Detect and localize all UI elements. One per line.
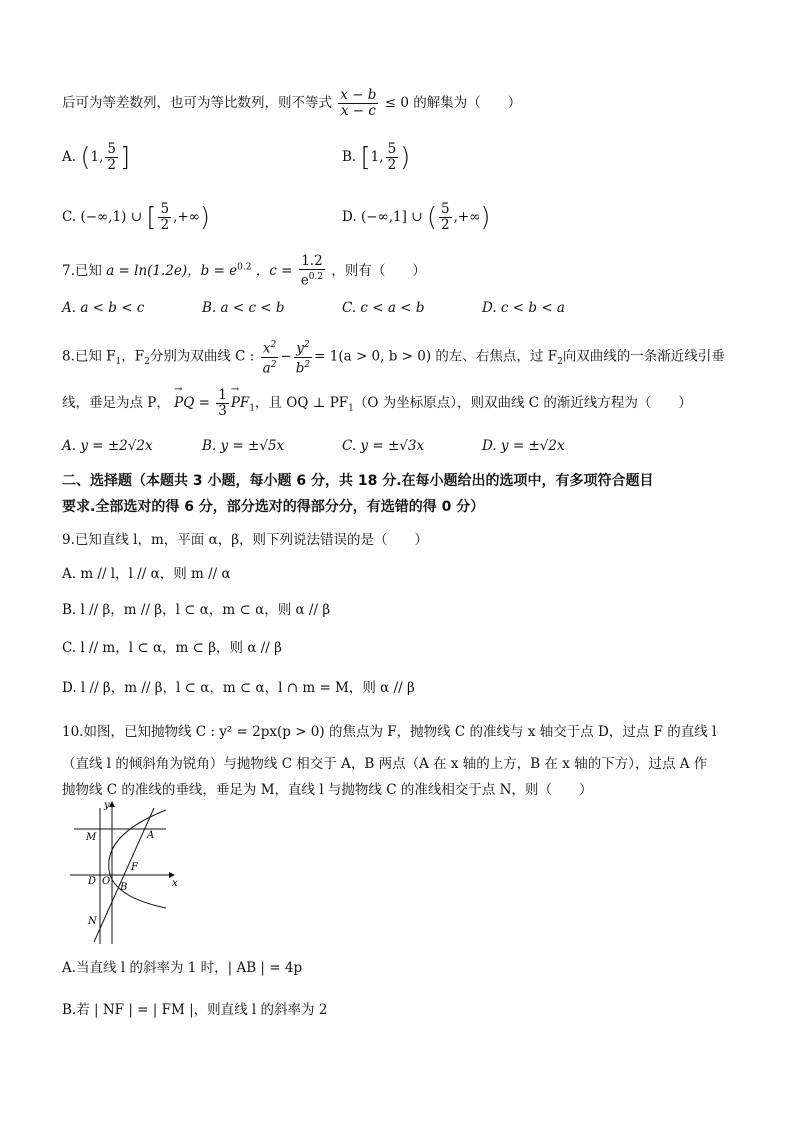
q8-text: ，F <box>121 348 145 365</box>
q6-frac-den: x − c <box>340 103 376 119</box>
q8-text: = <box>198 395 210 411</box>
option-value: 1, <box>370 149 384 165</box>
q8-text: 向双曲线的一条渐近线引垂 <box>562 348 725 365</box>
q9-stem: 9.已知直线 l，m，平面 α，β，则下列说法错误的是（ ） <box>62 532 429 548</box>
option-fraction <box>158 202 171 233</box>
section-heading-1: 二、选择题（本题共 3 小题，每小题 6 分，共 18 分.在每小题给出的选项中，有多项符合题目 <box>62 473 654 489</box>
bracket-open: [ <box>360 142 371 173</box>
parabola-curve <box>109 810 166 908</box>
paren-close: ) <box>480 202 491 233</box>
label-d: D <box>88 876 97 887</box>
q6-frac-num: x − b <box>340 87 377 103</box>
frac-num: 5 <box>440 201 450 217</box>
frac-den <box>299 270 325 289</box>
frac-num: 5 <box>160 201 170 217</box>
q7-c-fraction <box>299 254 325 289</box>
q8-text: （O 为坐标原点），则双曲线 C 的渐近线方程为（ ） <box>353 395 692 411</box>
sub-2: 2 <box>557 357 563 368</box>
label-f: F <box>131 862 138 873</box>
label-y: y <box>104 800 110 811</box>
sub-1: 1 <box>249 403 256 414</box>
q10-line-1: 10.如图，已知抛物线 C : y² = 2px(p > 0) 的焦点为 F，抛物线 C 的准线与 x 轴交于点 D，过点 F 的直线 l <box>62 724 717 740</box>
sup-2: 2 <box>303 340 310 350</box>
frac-num: 1.2 <box>299 254 325 270</box>
q10-option-b: B.若 | NF | = | FM |，则直线 l 的斜率为 2 <box>62 1002 328 1018</box>
q7-option-c: C. c < a < b <box>342 300 425 316</box>
q8-option-b: B. y = ±√5x <box>202 438 285 454</box>
q8-frac-y <box>294 338 312 376</box>
frac-den: 2 <box>107 157 116 173</box>
label-n: N <box>88 916 97 927</box>
q8-line-1: 8.已知 $F_1$，$F_2$分别为双曲线 C : $\frac{x^2}{a^2}$ − $\frac{y^2}{b^2}$ = 1(a > 0, b > 0) 的左、右焦点，过 $F_2$向双曲线的一条渐近线引垂 <box>62 340 725 376</box>
q8-frac-third <box>216 388 229 419</box>
q6-option-d <box>342 202 491 233</box>
q8-text: 分别为双曲线 C : <box>149 348 255 365</box>
q8-option-c: C. y = ±√3x <box>342 438 425 454</box>
parabola-figure <box>70 796 190 946</box>
frac-den: 2 <box>160 217 170 233</box>
sup-2: 2 <box>270 340 277 350</box>
q9-option-d: D. l // β，m // β，l ⊂ α，m ⊂ α，l ∩ m = M，则 α // β <box>62 680 415 696</box>
frac-den: 2 <box>440 217 450 233</box>
q8-option-a: A. y = ±2√2x <box>62 438 153 454</box>
q7-b-expr: ，b = e <box>187 262 238 279</box>
option-label: A. <box>62 149 77 165</box>
option-fraction <box>386 142 399 173</box>
frac-den-sup: 0.2 <box>308 272 324 282</box>
var-a: a <box>262 360 271 376</box>
option-value: (−∞,1) ∪ <box>80 209 143 225</box>
q7-option-d: D. c < b < a <box>482 300 565 316</box>
label-a: A <box>147 830 155 841</box>
option-value: 1, <box>90 149 104 165</box>
frac-num: 5 <box>107 141 116 157</box>
var-y: y <box>296 340 304 357</box>
q10-line-3: 抛物线 C 的准线的垂线，垂足为 M，直线 l 与抛物线 C 的准线相交于点 N，则（ ） <box>62 782 593 798</box>
label-b: B <box>120 882 128 893</box>
q7-option-b: B. a < c < b <box>202 300 285 316</box>
frac-num: 1 <box>218 387 227 403</box>
q7-a-expr: a = ln(1.2e) <box>106 262 188 279</box>
q6-text: 后可为等差数列，也可为等比数列，则不等式 <box>62 95 332 111</box>
q6-text-2: ≤ 0 的解集为（ ） <box>384 95 522 111</box>
var-b: b <box>295 360 305 376</box>
q10-option-a: A.当直线 l 的斜率为 1 时，| AB | = 4p <box>62 960 303 976</box>
option-tail: ,+∞ <box>173 209 200 225</box>
q7-stem <box>62 254 426 289</box>
option-tail: ,+∞ <box>453 209 481 225</box>
section-heading-2: 要求.全部选对的得 6 分，部分选对的得部分分，有选错的得 0 分） <box>62 499 485 515</box>
bracket-open: [ <box>146 202 157 233</box>
q9-option-c: C. l // m，l ⊂ α，m ⊂ β，则 α // β <box>62 640 282 656</box>
q7-b-sup: 0.2 <box>237 262 252 273</box>
sub-2: 2 <box>144 357 150 368</box>
q6-fraction <box>338 88 378 119</box>
q7-option-a: A. a < b < c <box>62 300 145 316</box>
option-label: B. <box>342 149 357 165</box>
q9-option-a: A. m // l，l // α，则 m // α <box>62 566 231 582</box>
q8-text: 8.已知 F <box>62 348 116 365</box>
sup-2: 2 <box>270 359 277 370</box>
sub-1: 1 <box>115 357 122 368</box>
q8-text: = 1(a > 0, b > 0) 的左、右焦点，过 F <box>314 348 558 365</box>
q7-text: 7.已知 <box>62 262 102 279</box>
var-x: x <box>262 340 271 357</box>
option-value: (−∞,1] ∪ <box>360 209 423 225</box>
sup-2: 2 <box>304 359 311 370</box>
q6-stem-tail <box>62 88 521 119</box>
frac-num <box>294 338 312 358</box>
frac-den-base: e <box>300 272 309 289</box>
q7-text-2: ，则有（ ） <box>331 262 426 279</box>
q6-option-b <box>342 142 410 173</box>
paren-close: ) <box>400 142 411 173</box>
frac-num: 5 <box>387 141 397 157</box>
label-x: x <box>172 878 178 889</box>
frac-den <box>261 358 279 377</box>
q7-c-expr: ，c = <box>255 262 293 279</box>
vector-pq: → PQ <box>174 395 194 411</box>
vector-pf: → PF <box>231 395 249 411</box>
option-label: C. <box>62 209 77 225</box>
frac-den: 2 <box>387 157 397 173</box>
q6-option-a <box>62 142 130 173</box>
paren-open: ( <box>426 202 437 233</box>
frac-den: 3 <box>218 403 227 419</box>
option-label: D. <box>342 209 357 225</box>
frac-num <box>261 338 279 358</box>
option-fraction <box>439 202 452 233</box>
q8-text: 线，垂足为点 P， <box>62 395 170 411</box>
q8-text: ，且 OQ ⊥ PF <box>255 395 349 411</box>
label-m: M <box>86 832 97 843</box>
q9-option-b: B. l // β，m // β，l ⊂ α，m ⊂ α，则 α // β <box>62 602 331 618</box>
label-o: O <box>102 876 111 887</box>
sub-1: 1 <box>348 403 354 414</box>
q10-line-2: （直线 l 的倾斜角为锐角）与抛物线 C 相交于 A，B 两点（A 在 x 轴的上方，B 在 x 轴的下方），过点 A 作 <box>62 756 708 772</box>
bracket-close: ] <box>119 142 131 173</box>
q8-frac-x <box>261 338 279 376</box>
option-fraction <box>105 142 118 173</box>
q8-line-2 <box>62 388 692 419</box>
frac-den <box>294 358 312 377</box>
paren-close: ) <box>199 202 211 233</box>
paren-open: ( <box>80 142 91 173</box>
q8-option-d: D. y = ±√2x <box>482 438 565 454</box>
q6-option-c <box>62 202 210 233</box>
